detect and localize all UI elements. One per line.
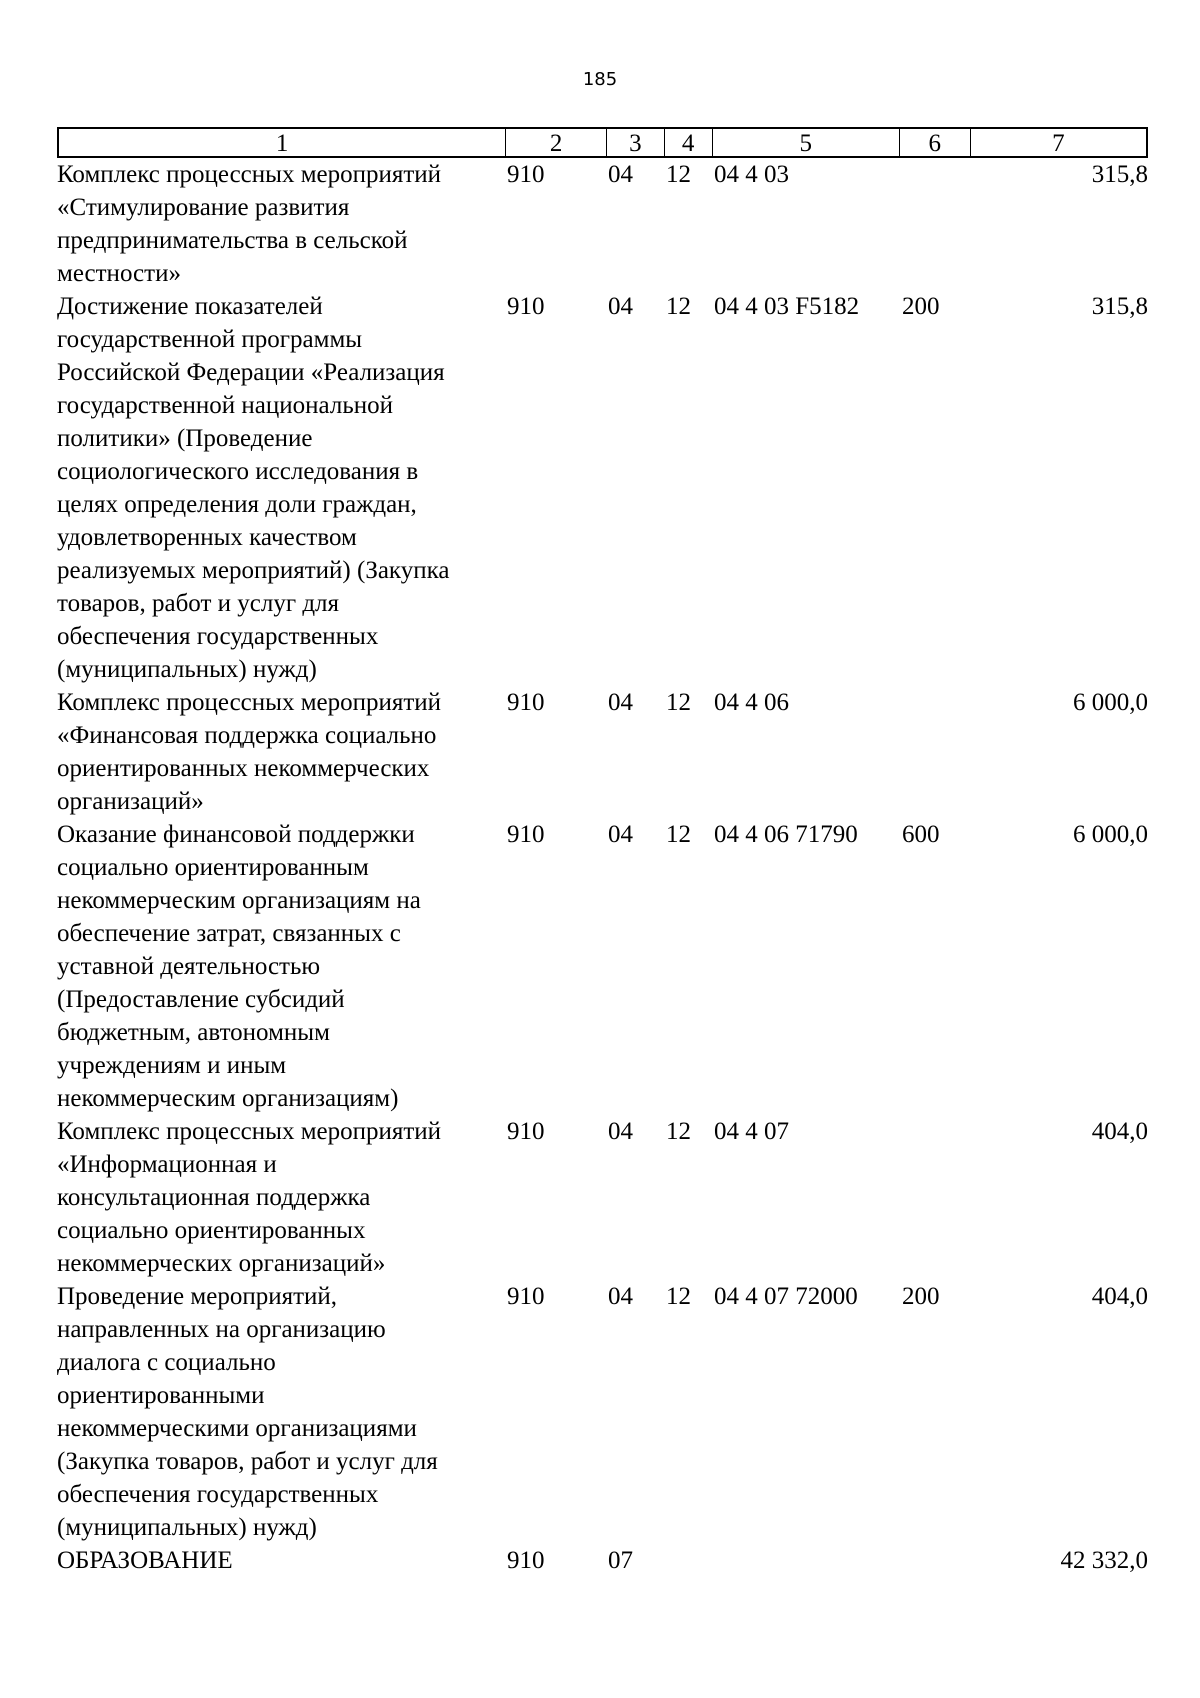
row-name-line: некоммерческим организациям на [57, 887, 421, 914]
row-name-cell [57, 290, 506, 686]
subsection-cell: 12 [666, 161, 691, 188]
row-name-line: некоммерческим организациям) [57, 1085, 399, 1112]
table-row [57, 1115, 1148, 1280]
row-name-line: некоммерческих организаций» [57, 1250, 386, 1277]
gov-code-cell: 910 [507, 689, 545, 716]
row-name-cell [57, 1544, 506, 1577]
section-cell: 07 [608, 1547, 633, 1574]
row-name-line: Проведение мероприятий, [57, 1283, 338, 1310]
row-name-cell [57, 686, 506, 818]
section-cell: 04 [608, 293, 633, 320]
row-name-line: «Информационная и [57, 1151, 277, 1178]
table-row [57, 158, 1148, 290]
expense-type-cell: 200 [902, 1283, 940, 1310]
row-name-line: обеспечения государственных [57, 1481, 379, 1508]
amount-cell: 6 000,0 [1073, 689, 1148, 716]
table-body [57, 158, 1148, 1577]
table-row [57, 818, 1148, 1115]
amount-cell: 404,0 [1091, 1283, 1148, 1310]
row-name-line: целях определения доли граждан, [57, 491, 417, 518]
row-name-line: товаров, работ и услуг для [57, 590, 340, 617]
section-cell: 04 [608, 1118, 633, 1145]
row-name-line: (Закупка товаров, работ и услуг для [57, 1448, 438, 1475]
page-number: 185 [582, 69, 618, 90]
amount-cell: 6 000,0 [1073, 821, 1148, 848]
row-name-line: Достижение показателей [57, 293, 323, 320]
row-name-cell [57, 818, 506, 1115]
row-name-line: «Стимулирование развития [57, 194, 350, 221]
subsection-cell: 12 [666, 293, 691, 320]
row-name-line: социально ориентированных [57, 1217, 366, 1244]
row-name-line: Российской Федерации «Реализация [57, 359, 445, 386]
row-name-line: реализуемых мероприятий) (Закупка [57, 557, 450, 584]
row-name-line: государственной национальной [57, 392, 393, 419]
table-row [57, 1544, 1148, 1577]
target-article-cell: 04 4 07 [714, 1118, 789, 1145]
column-header-3: 3 [607, 129, 665, 156]
row-name-line: социально ориентированным [57, 854, 369, 881]
row-name-line: консультационная поддержка [57, 1184, 371, 1211]
target-article-cell: 04 4 03 [714, 161, 789, 188]
gov-code-cell: 910 [507, 161, 545, 188]
row-name-cell [57, 1115, 506, 1280]
row-name-line: «Финансовая поддержка социально [57, 722, 437, 749]
row-name-line: диалога с социально [57, 1349, 276, 1376]
gov-code-cell: 910 [507, 821, 545, 848]
row-name-line: (Предоставление субсидий [57, 986, 345, 1013]
target-article-cell: 04 4 06 71790 [714, 821, 858, 848]
section-cell: 04 [608, 1283, 633, 1310]
gov-code-cell: 910 [507, 1283, 545, 1310]
row-name-line: ориентированными [57, 1382, 265, 1409]
table-row [57, 290, 1148, 686]
row-name-line: (муниципальных) нужд) [57, 656, 317, 683]
row-name-line: политики» (Проведение [57, 425, 313, 452]
table-header-row [57, 127, 1148, 158]
column-header-5: 5 [713, 129, 900, 156]
expense-type-cell: 600 [902, 821, 940, 848]
section-cell: 04 [608, 821, 633, 848]
column-header-7: 7 [1052, 130, 1065, 157]
row-name-line: ориентированных некоммерческих [57, 755, 430, 782]
row-name-line: обеспечения государственных [57, 623, 379, 650]
row-name-line: ОБРАЗОВАНИЕ [57, 1547, 233, 1574]
subsection-cell: 12 [666, 689, 691, 716]
row-name-line: организаций» [57, 788, 204, 815]
row-name-line: предпринимательства в сельской [57, 227, 408, 254]
column-header-2: 2 [506, 129, 607, 156]
subsection-cell: 12 [666, 1118, 691, 1145]
row-name-line: государственной программы [57, 326, 363, 353]
amount-cell: 42 332,0 [1060, 1547, 1148, 1574]
row-name-line: Комплекс процессных мероприятий [57, 161, 442, 188]
table-row [57, 686, 1148, 818]
row-name-line: направленных на организацию [57, 1316, 386, 1343]
row-name-line: социологического исследования в [57, 458, 419, 485]
row-name-line: местности» [57, 260, 181, 287]
section-cell: 04 [608, 689, 633, 716]
row-name-cell [57, 158, 506, 290]
row-name-line: уставной деятельностью [57, 953, 321, 980]
amount-cell: 404,0 [1091, 1118, 1148, 1145]
row-name-line: обеспечение затрат, связанных с [57, 920, 401, 947]
row-name-line: бюджетным, автономным [57, 1019, 330, 1046]
budget-table [57, 127, 1148, 1577]
row-name-cell [57, 1280, 506, 1544]
row-name-line: Комплекс процессных мероприятий [57, 1118, 442, 1145]
table-row [57, 1280, 1148, 1544]
target-article-cell: 04 4 03 F5182 [714, 293, 860, 320]
column-header-1: 1 [59, 129, 506, 156]
column-header-4: 4 [665, 129, 713, 156]
subsection-cell: 12 [666, 1283, 691, 1310]
section-cell: 04 [608, 161, 633, 188]
row-name-line: (муниципальных) нужд) [57, 1514, 317, 1541]
target-article-cell: 04 4 06 [714, 689, 789, 716]
expense-type-cell: 200 [902, 293, 940, 320]
row-name-line: учреждениям и иным [57, 1052, 287, 1079]
gov-code-cell: 910 [507, 1118, 545, 1145]
row-name-line: Комплекс процессных мероприятий [57, 689, 442, 716]
row-name-line: Оказание финансовой поддержки [57, 821, 415, 848]
gov-code-cell: 910 [507, 293, 545, 320]
gov-code-cell: 910 [507, 1547, 545, 1574]
target-article-cell: 04 4 07 72000 [714, 1283, 858, 1310]
amount-cell: 315,8 [1091, 161, 1148, 188]
row-name-line: некоммерческими организациями [57, 1415, 417, 1442]
column-header-6: 6 [900, 129, 971, 156]
row-name-line: удовлетворенных качеством [57, 524, 357, 551]
subsection-cell: 12 [666, 821, 691, 848]
amount-cell: 315,8 [1091, 293, 1148, 320]
